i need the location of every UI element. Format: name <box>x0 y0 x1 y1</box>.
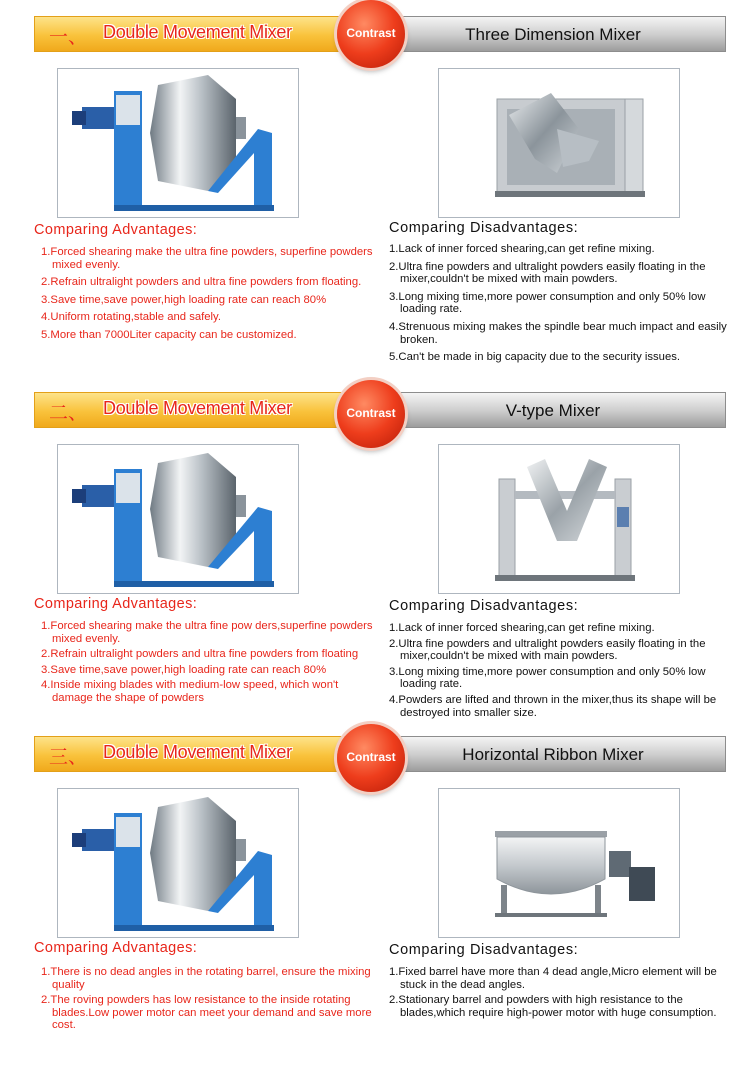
disadvantages-heading: Comparing Disadvantages: <box>389 598 579 614</box>
horizontal-ribbon-mixer-image <box>438 788 680 938</box>
list-item: 4.Powders are lifted and thrown in the mixer,thus its shape will be destroyed into smaller size. <box>389 693 717 719</box>
contrast-badge <box>337 0 405 68</box>
double-movement-mixer-image <box>57 788 299 938</box>
left-banner-title: Double Movement Mixer <box>103 22 292 42</box>
right-banner-title: V-type Mixer <box>505 401 601 420</box>
list-item: 3.Long mixing time,more power consumption and only 50% low loading rate. <box>389 665 706 691</box>
double-movement-mixer-image <box>57 68 299 218</box>
left-banner-title: Double Movement Mixer <box>103 742 292 762</box>
disadvantages-list <box>389 966 741 1022</box>
list-item: 3.Save time,save power,high loading rate can reach 80% <box>41 293 327 306</box>
double-movement-mixer-image <box>57 444 299 594</box>
disadvantages-list <box>389 622 741 722</box>
right-banner-title: Horizontal Ribbon Mixer <box>462 745 644 764</box>
three-dimension-mixer-image <box>438 68 680 218</box>
list-item: 4.Uniform rotating,stable and safely. <box>41 311 222 324</box>
list-item: 2.The roving powders has low resistance to the inside rotating blades.Low power motor can meet your demand and save more cost. <box>41 994 372 1032</box>
comparison-section-1 <box>0 0 750 380</box>
contrast-label: Contrast <box>346 406 396 420</box>
list-item: 1.Forced shearing make the ultra fine pow ders,superfine powders mixed evenly. <box>41 620 373 645</box>
list-item: 2.Refrain ultralight powders and ultra fine powders from floating. <box>41 276 362 289</box>
left-banner <box>34 392 360 428</box>
advantages-list <box>41 620 381 708</box>
comparison-section-3 <box>0 728 750 1068</box>
list-item: 1.Forced shearing make the ultra fine powders, superfine powders mixed evenly. <box>41 246 373 271</box>
right-banner <box>380 16 726 52</box>
list-item: 3.Save time,save power,high loading rate can reach 80% <box>41 663 327 676</box>
v-type-mixer-image <box>438 444 680 594</box>
comparison-section-2 <box>0 380 750 728</box>
list-item: 2.Refrain ultralight powders and ultra fine powders from floating <box>41 648 359 661</box>
advantages-list <box>41 246 381 347</box>
list-item: 2.Ultra fine powders and ultralight powders easily floating in the mixer,couldn't be mixed with main powders. <box>389 260 706 286</box>
list-item: 5.Can't be made in big capacity due to the security issues. <box>389 351 681 364</box>
right-banner <box>380 736 726 772</box>
advantages-heading: Comparing Advantages: <box>34 222 198 238</box>
list-item: 1.Lack of inner forced shearing,can get refine mixing. <box>389 243 655 255</box>
section-number: 二、 <box>49 402 88 424</box>
left-banner-title: Double Movement Mixer <box>103 398 292 418</box>
disadvantages-heading: Comparing Disadvantages: <box>389 220 579 236</box>
right-banner <box>380 392 726 428</box>
list-item: 4.Strenuous mixing makes the spindle bear much impact and easily broken. <box>389 320 727 346</box>
contrast-label: Contrast <box>346 26 396 40</box>
left-banner <box>34 736 360 772</box>
list-item: 5.More than 7000Liter capacity can be customized. <box>41 328 297 341</box>
list-item: 1.Fixed barrel have more than 4 dead angle,Micro element will be stuck in the dead angles. <box>389 966 717 991</box>
list-item: 2.Stationary barrel and powders with high resistance to the blades,which require high-power motor with huge consumption. <box>389 994 717 1019</box>
right-banner-title: Three Dimension Mixer <box>465 25 641 44</box>
contrast-label: Contrast <box>346 750 396 764</box>
disadvantages-list <box>389 243 741 369</box>
advantages-list <box>41 966 381 1035</box>
contrast-badge <box>337 724 405 792</box>
disadvantages-heading: Comparing Disadvantages: <box>389 942 579 958</box>
contrast-badge <box>337 380 405 448</box>
list-item: 4.Inside mixing blades with medium-low speed, which won't damage the shape of powders <box>41 679 339 704</box>
list-item: 1.There is no dead angles in the rotating barrel, ensure the mixing quality <box>41 966 371 991</box>
section-number: 三、 <box>49 746 88 768</box>
list-item: 1.Lack of inner forced shearing,can get refine mixing. <box>389 622 655 634</box>
section-number: 一、 <box>49 26 88 48</box>
left-banner <box>34 16 360 52</box>
advantages-heading: Comparing Advantages: <box>34 940 198 956</box>
list-item: 2.Ultra fine powders and ultralight powders easily floating in the mixer,couldn't be mixed with main powders. <box>389 637 706 663</box>
advantages-heading: Comparing Advantages: <box>34 596 198 612</box>
list-item: 3.Long mixing time,more power consumption and only 50% low loading rate. <box>389 290 706 316</box>
